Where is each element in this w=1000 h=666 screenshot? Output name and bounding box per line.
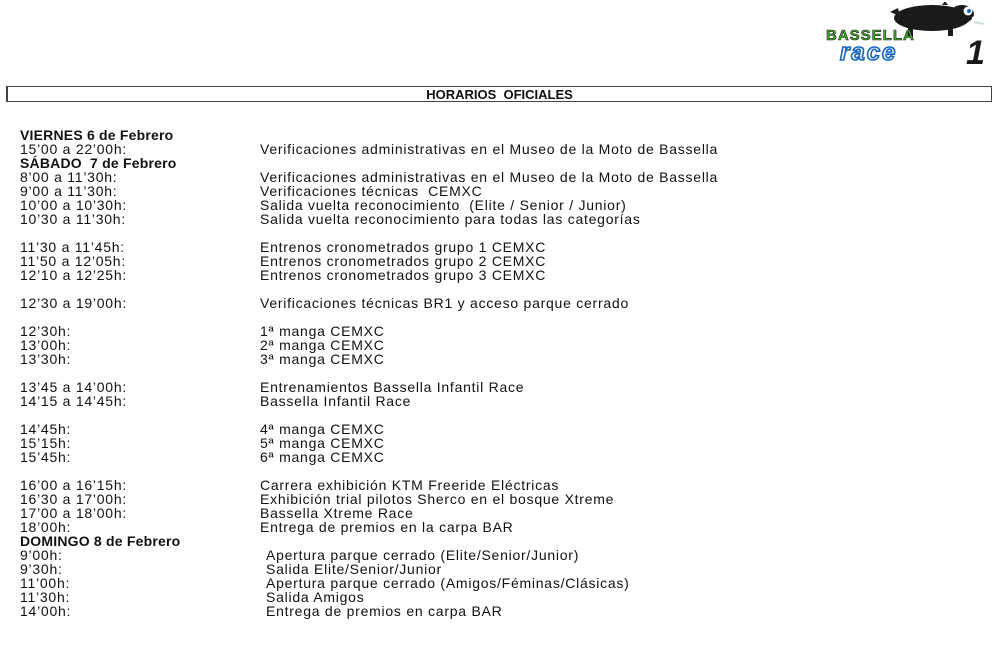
entry-description: Salida Amigos bbox=[266, 589, 365, 605]
entry-time: 14’45h: bbox=[20, 421, 72, 437]
entry-description: 3ª manga CEMXC bbox=[260, 351, 385, 367]
entry-description: Verificaciones administrativas en el Museo de la Moto de Bassella bbox=[260, 141, 719, 157]
schedule-entry bbox=[20, 240, 990, 254]
schedule-entry bbox=[20, 590, 990, 604]
entry-time: 15’00 a 22’00h: bbox=[20, 141, 128, 157]
entry-description: Entrenamientos Bassella Infantil Race bbox=[260, 379, 525, 395]
day-section bbox=[20, 156, 990, 534]
schedule-entry bbox=[20, 296, 990, 310]
entry-time: 16’30 a 17’00h: bbox=[20, 491, 128, 507]
schedule-entry bbox=[20, 184, 990, 198]
entry-time: 9’30h: bbox=[20, 561, 63, 577]
entry-description: Carrera exhibición KTM Freeride Eléctricas bbox=[260, 477, 560, 493]
entry-description: Salida vuelta reconocimiento para todas las categorías bbox=[260, 211, 641, 227]
page-title-bar bbox=[6, 86, 992, 102]
entry-time: 10’00 a 10’30h: bbox=[20, 197, 128, 213]
schedule-entry bbox=[20, 422, 990, 436]
schedule-entry bbox=[20, 436, 990, 450]
logo-number-text: 1 bbox=[966, 34, 985, 68]
entry-time: 8’00 a 11’30h: bbox=[20, 169, 118, 185]
entry-time: 12’10 a 12’25h: bbox=[20, 267, 128, 283]
schedule-entry bbox=[20, 170, 990, 184]
schedule-entry bbox=[20, 142, 990, 156]
page-title: HORARIOS OFICIALES bbox=[426, 87, 573, 102]
entry-description: Verificaciones técnicas BR1 y acceso parque cerrado bbox=[260, 295, 629, 311]
schedule-entry bbox=[20, 576, 990, 590]
entry-time: 12’30 a 19’00h: bbox=[20, 295, 128, 311]
schedule-entry bbox=[20, 394, 990, 408]
bassella-race-1-logo bbox=[820, 2, 998, 68]
schedule-entry bbox=[20, 268, 990, 282]
entry-description: 4ª manga CEMXC bbox=[260, 421, 385, 437]
spacer bbox=[20, 366, 990, 380]
entry-description: Salida Elite/Senior/Junior bbox=[266, 561, 442, 577]
day-heading: VIERNES 6 de Febrero bbox=[20, 127, 174, 143]
schedule-entry bbox=[20, 254, 990, 268]
entry-description: Verificaciones técnicas CEMXC bbox=[260, 183, 483, 199]
entry-time: 13’30h: bbox=[20, 351, 72, 367]
spacer bbox=[20, 464, 990, 478]
day-heading: DOMINGO 8 de Febrero bbox=[20, 533, 181, 549]
entry-description: Entrenos cronometrados grupo 1 CEMXC bbox=[260, 239, 547, 255]
spacer bbox=[20, 310, 990, 324]
spacer bbox=[20, 282, 990, 296]
schedule-entry bbox=[20, 450, 990, 464]
entry-time: 11’30h: bbox=[20, 589, 71, 605]
entry-time: 9’00 a 11’30h: bbox=[20, 183, 118, 199]
entry-description: 2ª manga CEMXC bbox=[260, 337, 385, 353]
logo-bassella-text: BASSELLA bbox=[826, 27, 915, 44]
entry-time: 11’00h: bbox=[20, 575, 71, 591]
entry-description: Apertura parque cerrado (Amigos/Féminas/Clásicas) bbox=[266, 575, 630, 591]
entry-time: 9’00h: bbox=[20, 547, 63, 563]
schedule-entry bbox=[20, 478, 990, 492]
schedule-entry bbox=[20, 562, 990, 576]
schedule-entry bbox=[20, 324, 990, 338]
entry-description: Entrega de premios en la carpa BAR bbox=[260, 519, 514, 535]
entry-description: 1ª manga CEMXC bbox=[260, 323, 385, 339]
day-heading: SÁBADO 7 de Febrero bbox=[20, 155, 177, 171]
entry-time: 13’45 a 14’00h: bbox=[20, 379, 128, 395]
entry-time: 18’00h: bbox=[20, 519, 72, 535]
entry-description: Entrenos cronometrados grupo 3 CEMXC bbox=[260, 267, 547, 283]
schedule-entry bbox=[20, 548, 990, 562]
schedule-entry bbox=[20, 198, 990, 212]
schedule-entry bbox=[20, 492, 990, 506]
entry-description: Exhibición trial pilotos Sherco en el bosque Xtreme bbox=[260, 491, 615, 507]
entry-time: 10’30 a 11’30h: bbox=[20, 211, 126, 227]
entry-time: 13’00h: bbox=[20, 337, 72, 353]
entry-description: Apertura parque cerrado (Elite/Senior/Junior) bbox=[266, 547, 580, 563]
entry-description: Bassella Xtreme Race bbox=[260, 505, 414, 521]
schedule-entry bbox=[20, 604, 990, 618]
entry-description: Entrenos cronometrados grupo 2 CEMXC bbox=[260, 253, 547, 269]
entry-description: Entrega de premios en carpa BAR bbox=[266, 603, 503, 619]
schedule-entry bbox=[20, 380, 990, 394]
entry-time: 16’00 a 16’15h: bbox=[20, 477, 128, 493]
schedule-entry bbox=[20, 506, 990, 520]
entry-description: Verificaciones administrativas en el Museo de la Moto de Bassella bbox=[260, 169, 719, 185]
day-section bbox=[20, 534, 990, 618]
schedule bbox=[20, 128, 990, 618]
schedule-entry bbox=[20, 520, 990, 534]
entry-time: 11’50 a 12’05h: bbox=[20, 253, 126, 269]
entry-time: 14’15 a 14’45h: bbox=[20, 393, 128, 409]
entry-time: 12’30h: bbox=[20, 323, 72, 339]
schedule-entry bbox=[20, 212, 990, 226]
entry-time: 17’00 a 18’00h: bbox=[20, 505, 128, 521]
spacer bbox=[20, 226, 990, 240]
entry-description: Bassella Infantil Race bbox=[260, 393, 412, 409]
entry-description: 5ª manga CEMXC bbox=[260, 435, 385, 451]
spacer bbox=[20, 408, 990, 422]
entry-time: 14’00h: bbox=[20, 603, 72, 619]
entry-time: 15’15h: bbox=[20, 435, 72, 451]
entry-description: 6ª manga CEMXC bbox=[260, 449, 385, 465]
logo-race-text: race bbox=[840, 39, 898, 66]
day-section bbox=[20, 128, 990, 156]
schedule-entry bbox=[20, 352, 990, 366]
entry-description: Salida vuelta reconocimiento (Elite / Senior / Junior) bbox=[260, 197, 627, 213]
entry-time: 15’45h: bbox=[20, 449, 72, 465]
entry-time: 11’30 a 11’45h: bbox=[20, 239, 125, 255]
schedule-entry bbox=[20, 338, 990, 352]
